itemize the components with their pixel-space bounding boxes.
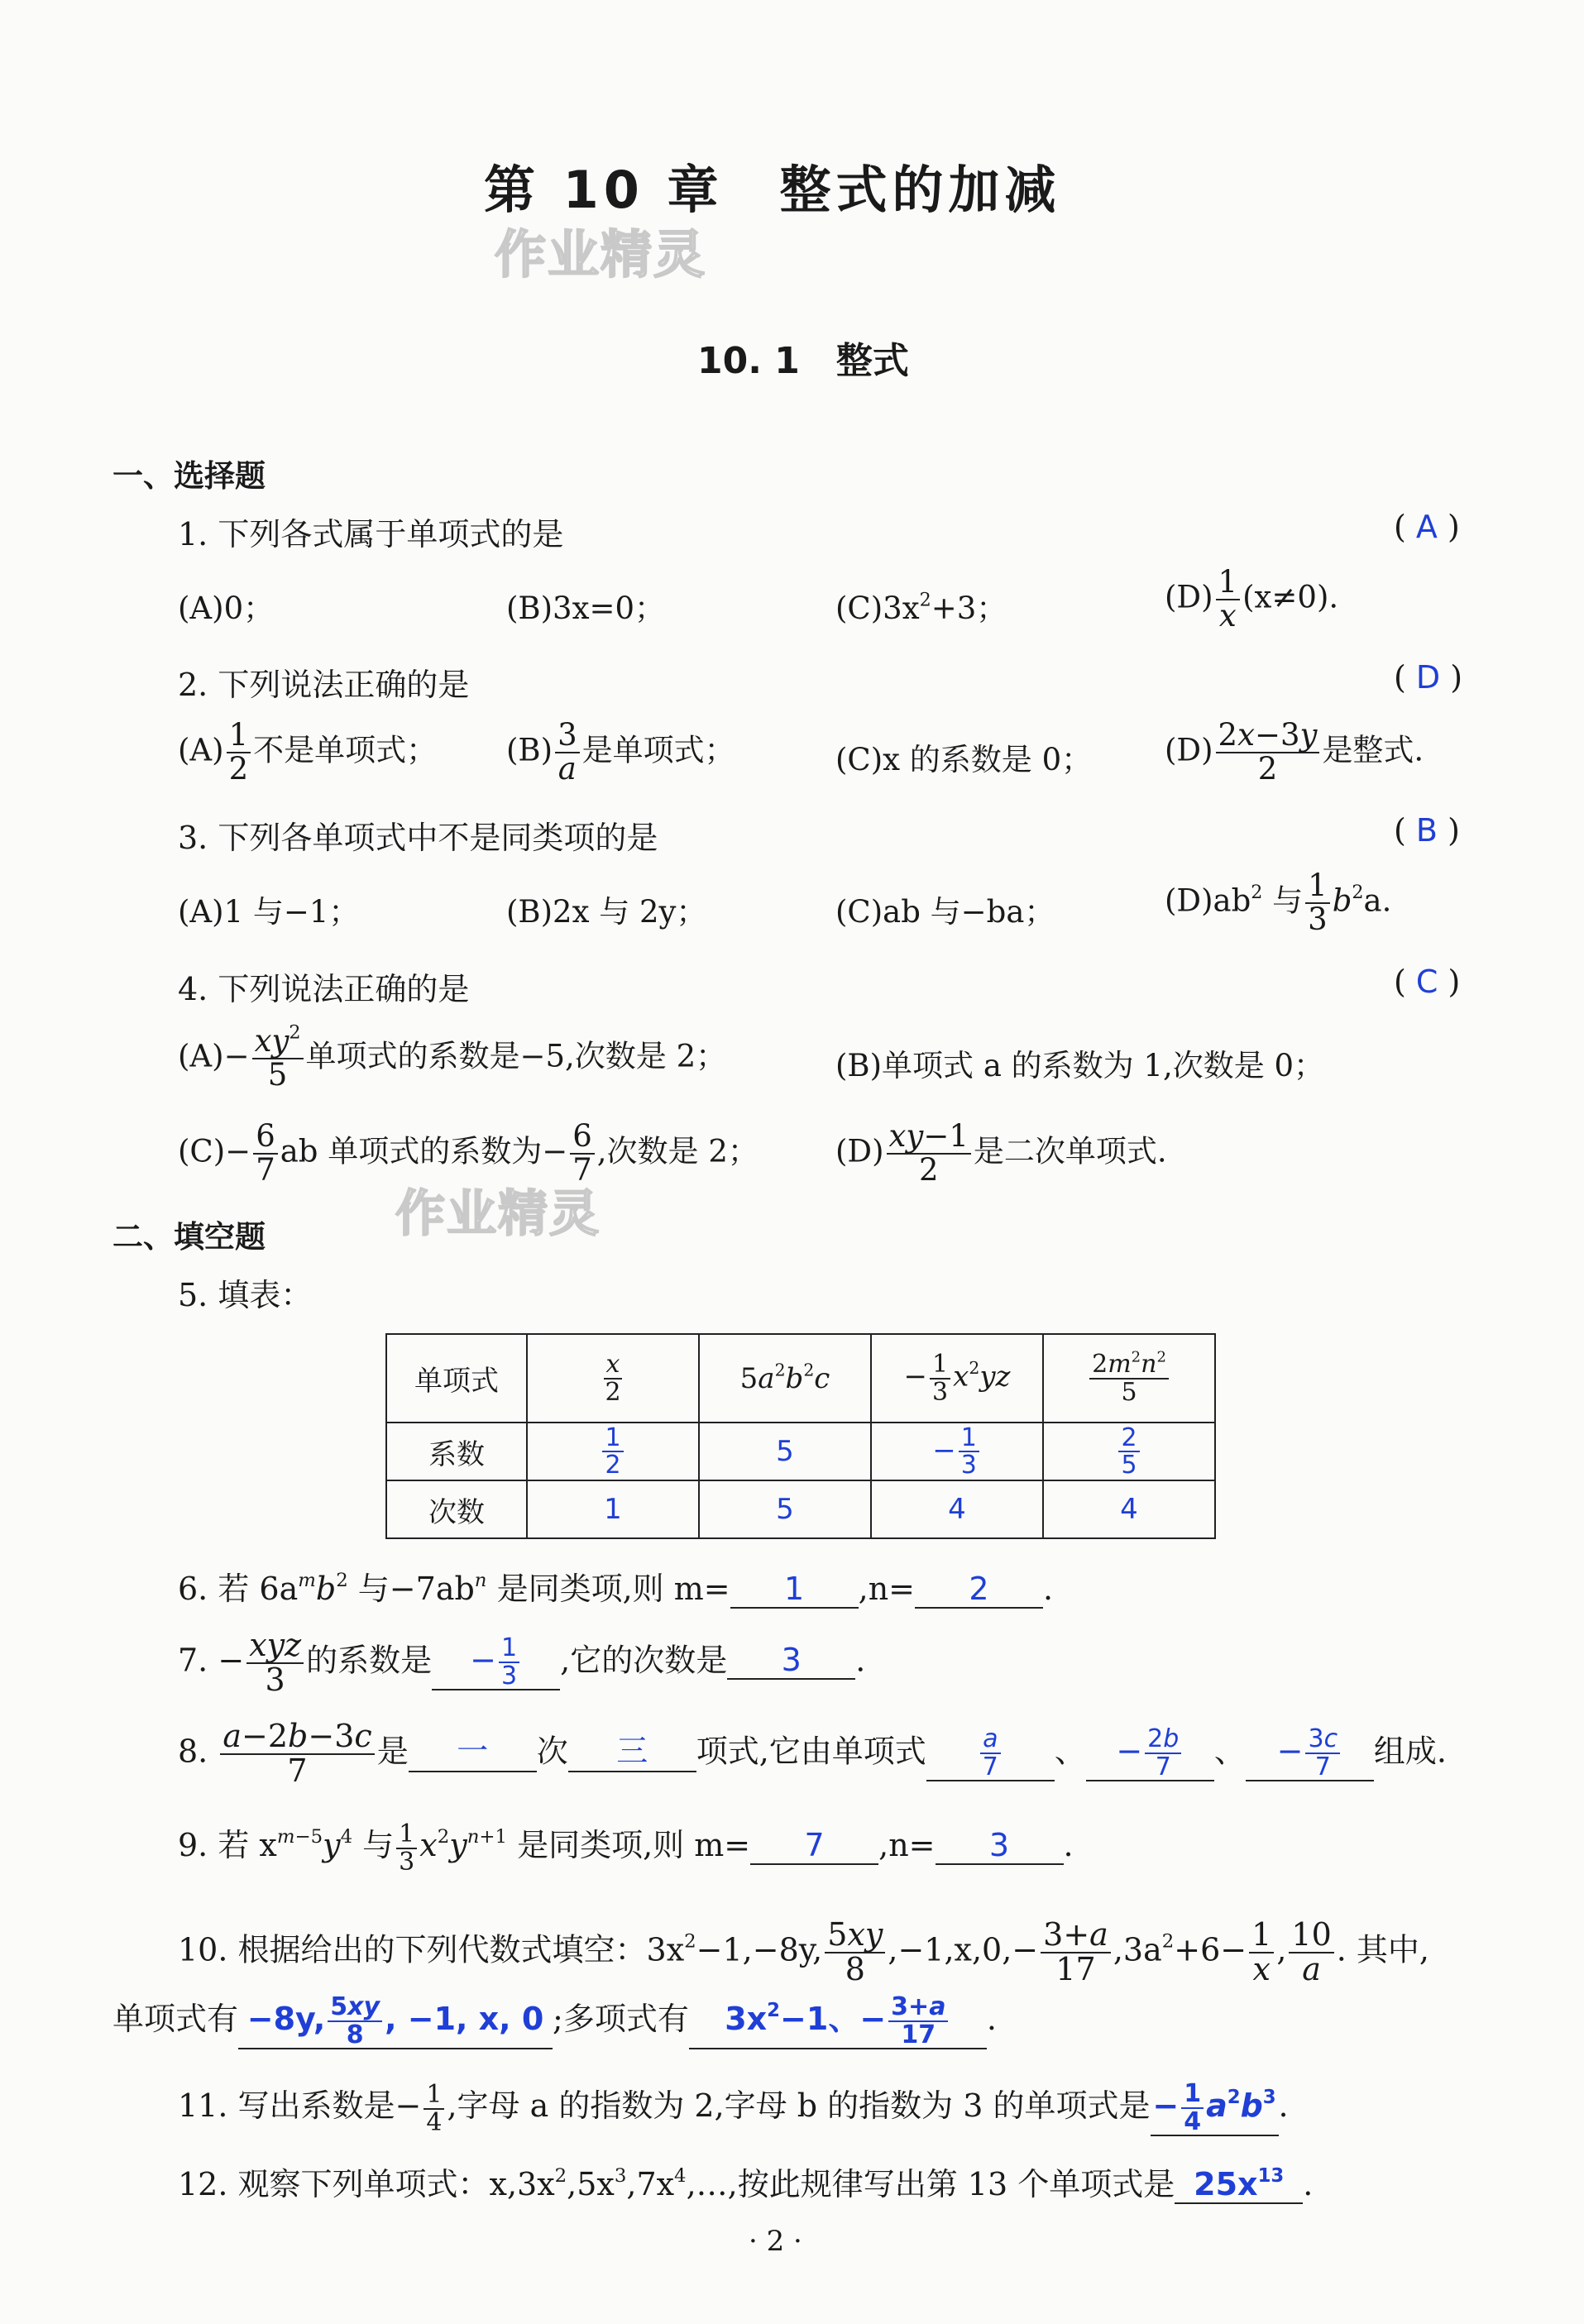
section-title: 10. 1 整式 xyxy=(697,340,909,382)
q5-table xyxy=(385,1333,1216,1539)
q3-option-d: $(D)ab^2$ 与 $\frac{1}{3}$ $b^2a$. xyxy=(1165,868,1392,937)
q10-polynomial-answer: $3x^2-1$、− $\frac{3+a}{17}$ xyxy=(689,1993,987,2049)
q4-option-d: (D) $\frac{xy-1}{2}$ 是二次单项式. xyxy=(835,1118,1167,1188)
row-label: 单项式 xyxy=(386,1334,527,1423)
q1-answer-bracket: ( A ) xyxy=(1394,509,1460,545)
q9-m-answer: 7 xyxy=(750,1827,878,1865)
q12-answer: $25x^{13}$ xyxy=(1175,2166,1303,2204)
q4-option-b: (B)单项式 a 的系数为 1,次数是 0； xyxy=(835,1048,1325,1083)
watermark-2: 作业精灵 xyxy=(395,1185,601,1243)
degree-cell: 1 xyxy=(527,1480,699,1538)
q8-term1: $\frac{a}{7}$ xyxy=(926,1726,1055,1781)
q4-option-c: (C)− $\frac{6}{7}$ ab 单项式的系数为− $\frac{6}{7}$ ,次数是 2； xyxy=(178,1118,759,1188)
monomial-cell: $5a^2b^2c$ xyxy=(699,1334,871,1423)
row-label: 系数 xyxy=(386,1423,527,1480)
q3-option-a: (A)1 与−1； xyxy=(178,894,360,930)
monomial-cell: $\frac{2m^2n^2}{5}$ xyxy=(1043,1334,1215,1423)
q3-option-b: (B)2x 与 2y； xyxy=(506,894,707,930)
table-row xyxy=(386,1423,1215,1480)
q3-answer: B xyxy=(1415,812,1438,849)
q2-option-c: (C)x 的系数是 0； xyxy=(835,742,1093,777)
q2-option-b: (B) $\frac{3}{a}$ 是单项式； xyxy=(506,717,735,787)
degree-cell: 4 xyxy=(1043,1480,1215,1538)
q3-stem: 3. 下列各单项式中不是同类项的是 xyxy=(178,820,658,856)
q2-answer-bracket: ( D ) xyxy=(1394,659,1463,696)
q5-stem: 5. 填表： xyxy=(178,1277,313,1313)
coef-cell: $\frac{1}{2}$ xyxy=(527,1423,699,1480)
q8-term2: − $\frac{2b}{7}$ xyxy=(1086,1726,1214,1781)
q4-answer-bracket: ( C ) xyxy=(1394,964,1461,1000)
q10-monomial-answer: −8y, $\frac{5xy}{8}$ , −1, x, 0 xyxy=(238,1994,553,2049)
monomial-cell: − $\frac{1}{3}$ $x^2yz$ xyxy=(871,1334,1043,1423)
coef-cell: 5 xyxy=(699,1423,871,1480)
q1-option-b: (B)3x=0； xyxy=(506,591,666,626)
table-row xyxy=(386,1334,1215,1423)
q1-answer: A xyxy=(1415,509,1438,545)
q9-n-answer: 3 xyxy=(936,1827,1064,1865)
q3-option-c: (C)ab 与−ba； xyxy=(835,894,1055,930)
q4-answer: C xyxy=(1415,964,1438,1000)
q2-answer: D xyxy=(1415,659,1441,696)
q1-stem: 1. 下列各式属于单项式的是 xyxy=(178,516,564,552)
page-number: · 2 · xyxy=(749,2225,802,2258)
chapter-title: 第 10 章 整式的加减 xyxy=(484,160,1061,220)
q2-option-d: (D) $\frac{2x-3y}{2}$ 是整式. xyxy=(1165,717,1424,787)
monomial-cell: $\frac{x}{2}$ xyxy=(527,1334,699,1423)
q7-degree-answer: 3 xyxy=(727,1642,855,1680)
q10-line1: 10. 根据给出的下列代数式填空：$3x^2-1,-8y$, $\frac{5xy}{8}$ ,−1,x,0,− $\frac{3+a}{17}$ $,3a^2+6-$ $\frac{1}{x}$ , $\frac{10}{a}$ . 其中, xyxy=(178,1916,1430,1987)
q4-stem: 4. 下列说法正确的是 xyxy=(178,971,470,1007)
q11: 11. 写出系数是− $\frac{1}{4}$ ,字母 a 的指数为 2,字母 b 的指数为 3 的单项式是− $\frac{1}{4}$ $a^2b^3$. xyxy=(178,2079,1289,2137)
q8-degree-answer: 一 xyxy=(409,1725,537,1772)
q7-coef-answer: − $\frac{1}{3}$ xyxy=(432,1635,560,1690)
coef-cell: − $\frac{1}{3}$ xyxy=(871,1423,1043,1480)
q1-option-c: $(C)3x^2+3$； xyxy=(835,589,1007,626)
q2-option-a: (A) $\frac{1}{2}$ 不是单项式； xyxy=(178,717,438,787)
q3-answer-bracket: ( B ) xyxy=(1394,812,1460,849)
part1-heading: 一、选择题 xyxy=(112,458,266,494)
q12: 12. 观察下列单项式：$x,3x^2,5x^3,7x^4,\dots$,按此规律写出第 13 个单项式是 $25x^{13}$ . xyxy=(178,2165,1314,2202)
coef-cell: $\frac{2}{5}$ xyxy=(1043,1423,1215,1480)
q8: 8. $\frac{a-2b-3c}{7}$ 是 一 次 三 项式,它由单项式 $\frac{a}{7}$ 、 − $\frac{2b}{7}$ 、 − $\frac{3c}{7}$ 组成. xyxy=(178,1718,1447,1789)
q6: 6. 若 $6a^mb^2$ 与$-7ab^n$ 是同类项,则 m= 1 ,n= 2 . xyxy=(178,1570,1054,1607)
q10-line2: 单项式有 −8y, $\frac{5xy}{8}$ , −1, x, 0 ;多项式有 $3x^2-1$、− $\frac{3+a}{17}$ . xyxy=(112,1992,997,2049)
q9: 9. 若 $x^{m-5}y^4$ 与 $\frac{1}{3}$ $x^2y^{n+1}$ 是同类项,则 m= 7 ,n= 3 . xyxy=(178,1820,1074,1877)
q8-terms-answer: 三 xyxy=(568,1725,696,1772)
row-label: 次数 xyxy=(386,1480,527,1538)
watermark: 作业精灵 xyxy=(495,224,707,285)
q2-stem: 2. 下列说法正确的是 xyxy=(178,667,470,703)
q8-term3: − $\frac{3c}{7}$ xyxy=(1246,1726,1374,1781)
degree-cell: 4 xyxy=(871,1480,1043,1538)
q1-option-d: (D) $\frac{1}{x}$ (x≠0). xyxy=(1165,564,1339,634)
q6-m-answer: 1 xyxy=(730,1571,859,1609)
table-row xyxy=(386,1480,1215,1538)
part2-heading: 二、填空题 xyxy=(112,1219,266,1255)
q1-option-a: (A)0； xyxy=(178,591,275,626)
q11-answer: − $\frac{1}{4}$ $a^2b^3$ xyxy=(1151,2081,1279,2136)
q6-n-answer: 2 xyxy=(915,1571,1043,1609)
degree-cell: 5 xyxy=(699,1480,871,1538)
q7: 7. − $\frac{\text{xyz}}{3}$ 的系数是 − $\frac{1}{3}$ ,它的次数是 3 . xyxy=(178,1627,866,1698)
q4-option-a: (A)− $\frac{xy^2}{5}$ 单项式的系数是−5,次数是 2； xyxy=(178,1021,727,1093)
